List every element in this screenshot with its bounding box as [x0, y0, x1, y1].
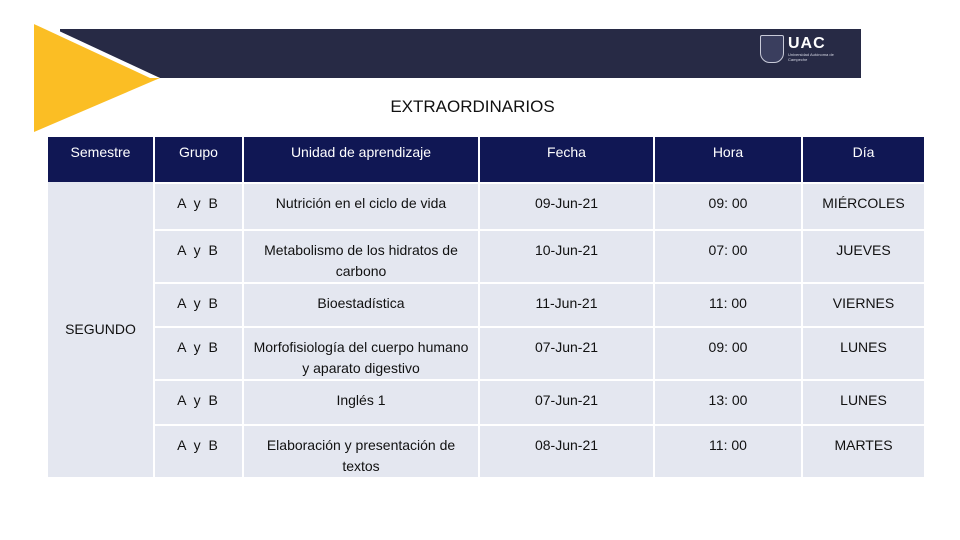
- exam-schedule-table: [48, 137, 924, 477]
- dia-cell: JUEVES: [803, 229, 924, 282]
- dia-cell: LUNES: [803, 379, 924, 424]
- table-row: [48, 379, 924, 424]
- fecha-cell: 07-Jun-21: [480, 326, 655, 379]
- column-header-grupo: Grupo: [155, 137, 244, 182]
- table-row: [48, 282, 924, 326]
- table-row: [48, 424, 924, 477]
- unidad-cell: Inglés 1: [244, 379, 480, 424]
- grupo-cell: A y B: [155, 424, 244, 477]
- table-row: [48, 182, 924, 229]
- semestre-cell: SEGUNDO: [48, 182, 155, 477]
- university-logo: [760, 35, 836, 63]
- column-header-dia: Día: [803, 137, 924, 182]
- column-header-unidad: Unidad de aprendizaje: [244, 137, 480, 182]
- grupo-cell: A y B: [155, 182, 244, 229]
- fecha-cell: 09-Jun-21: [480, 182, 655, 229]
- logo-text: UAC: [788, 35, 826, 52]
- dia-cell: MARTES: [803, 424, 924, 477]
- page-title: EXTRAORDINARIOS: [390, 97, 555, 116]
- dia-cell: LUNES: [803, 326, 924, 379]
- column-header-fecha: Fecha: [480, 137, 655, 182]
- hora-cell: 07: 00: [655, 229, 803, 282]
- dia-cell: VIERNES: [803, 282, 924, 326]
- grupo-cell: A y B: [155, 282, 244, 326]
- table-row: [48, 326, 924, 379]
- table-header-row: [48, 137, 924, 182]
- logo-subtext: Universidad Autónoma de Campeche: [788, 52, 834, 62]
- hora-cell: 11: 00: [655, 282, 803, 326]
- hora-cell: 09: 00: [655, 326, 803, 379]
- dia-cell: MIÉRCOLES: [803, 182, 924, 229]
- grupo-cell: A y B: [155, 379, 244, 424]
- fecha-cell: 07-Jun-21: [480, 379, 655, 424]
- column-header-hora: Hora: [655, 137, 803, 182]
- column-header-semestre: Semestre: [48, 137, 155, 182]
- hora-cell: 09: 00: [655, 182, 803, 229]
- hora-cell: 11: 00: [655, 424, 803, 477]
- corner-triangle-decoration: [0, 0, 170, 140]
- unidad-cell: Metabolismo de los hidratos de carbono: [244, 229, 480, 282]
- fecha-cell: 10-Jun-21: [480, 229, 655, 282]
- grupo-cell: A y B: [155, 229, 244, 282]
- table-row: [48, 229, 924, 282]
- shield-icon: [760, 35, 784, 63]
- fecha-cell: 11-Jun-21: [480, 282, 655, 326]
- unidad-cell: Nutrición en el ciclo de vida: [244, 182, 480, 229]
- hora-cell: 13: 00: [655, 379, 803, 424]
- grupo-cell: A y B: [155, 326, 244, 379]
- header-band: [60, 29, 861, 78]
- fecha-cell: 08-Jun-21: [480, 424, 655, 477]
- unidad-cell: Bioestadística: [244, 282, 480, 326]
- unidad-cell: Elaboración y presentación de textos: [244, 424, 480, 477]
- unidad-cell: Morfofisiología del cuerpo humano y aparato digestivo: [244, 326, 480, 379]
